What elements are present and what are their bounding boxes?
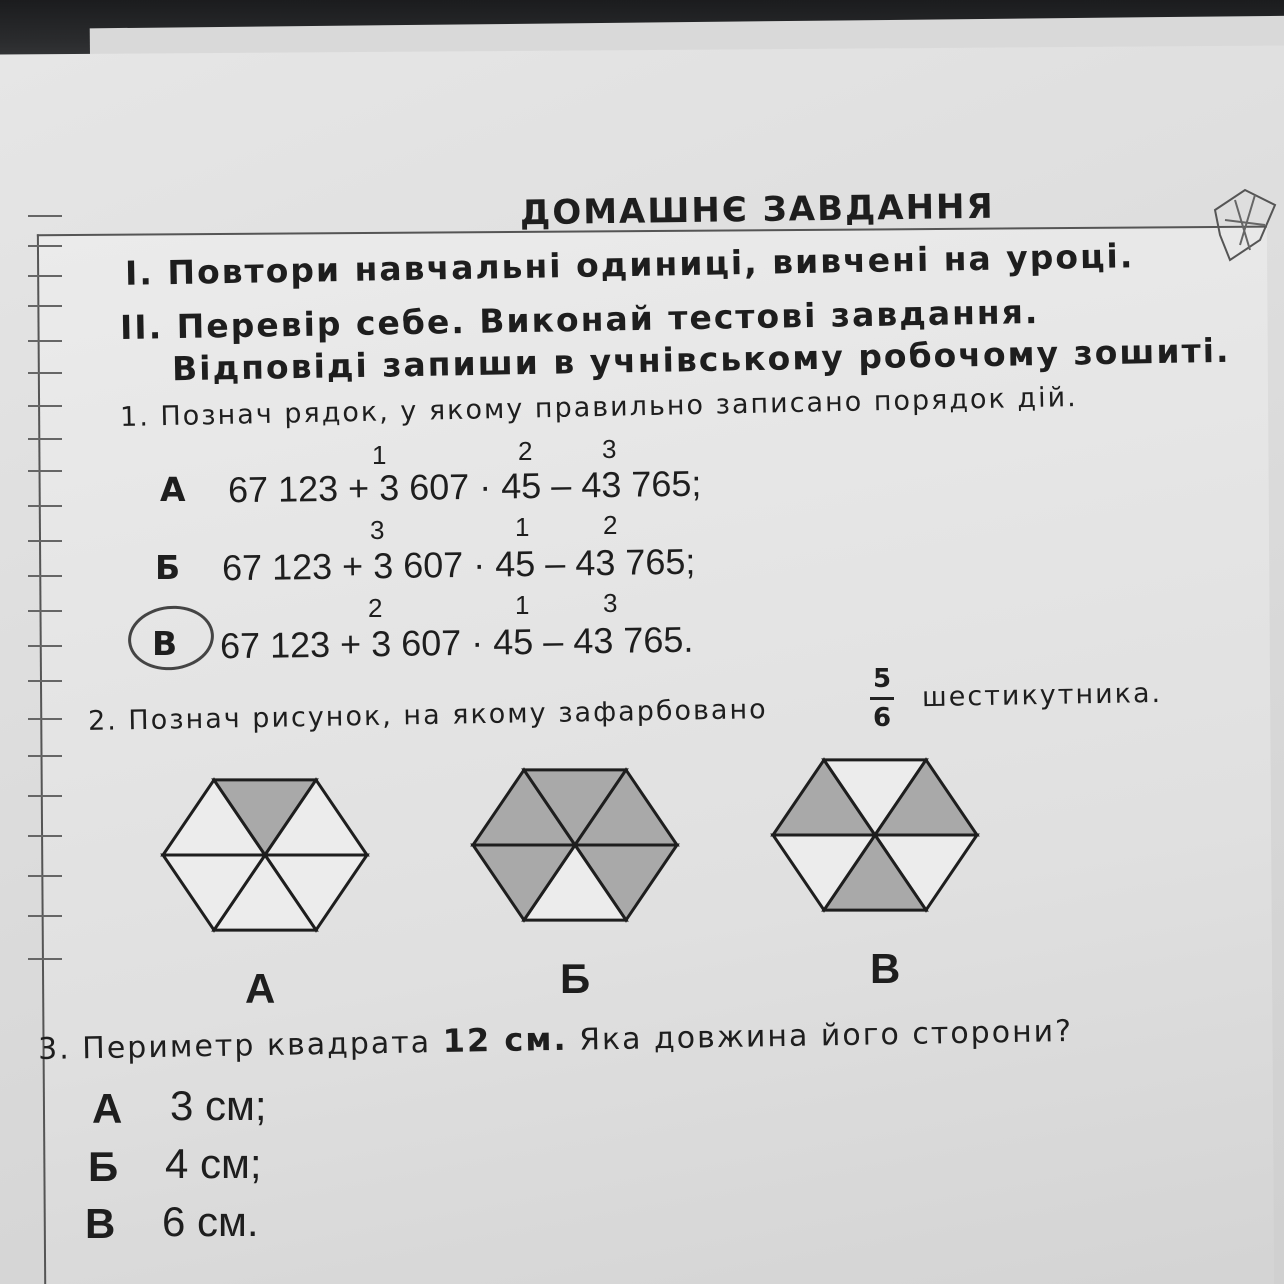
hexagon-figure-c (760, 745, 1000, 935)
decorative-stamp-icon (1205, 180, 1284, 280)
hexagon-b-sectors (473, 770, 677, 920)
figure-b-label: Б (560, 955, 591, 1002)
task-2-question-start: 2. Познач рисунок, на якому зафарбовано (87, 694, 768, 737)
section-1: I. Повтори навчальні одиниці, вивчені на уроці. (124, 236, 1135, 293)
hexagon-figure-b (460, 755, 700, 945)
section-2-line-1: II. Перевір себе. Виконай тестові завдання. (119, 291, 1040, 348)
figure-c-label: В (870, 945, 901, 992)
task-2-question-end: шестикутника. (921, 677, 1163, 714)
task-1-question: 1. Познач рядок, у якому правильно записано порядок дій. (119, 381, 1078, 434)
task-3-question: 3. Периметр квадрата 12 см. Яка довжина його сторони? (37, 1013, 1074, 1068)
figure-a-label: А (245, 965, 276, 1012)
hexagon-figure-a (150, 765, 390, 955)
hexagon-c-sectors (773, 760, 977, 910)
page-title: ДОМАШНЄ ЗАВДАННЯ (519, 186, 995, 234)
hexagon-a-sectors (163, 780, 367, 930)
section-2-line-2: Відповіді запиши в учнівському робочому зошиті. (171, 330, 1231, 389)
fraction-five-sixths: 5 6 (870, 664, 894, 733)
